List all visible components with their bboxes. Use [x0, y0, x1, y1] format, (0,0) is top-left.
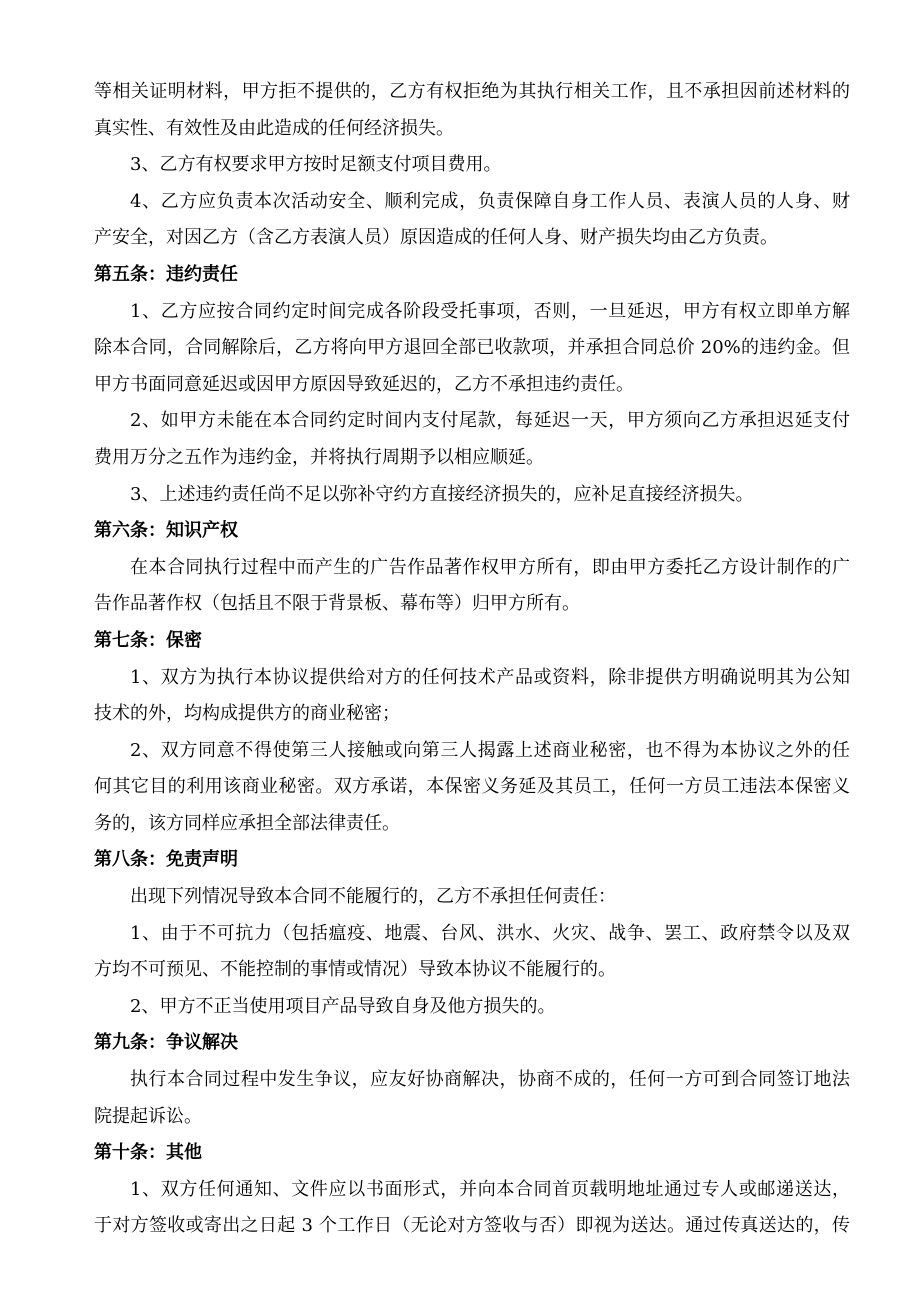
paragraph-line: 2、甲方不正当使用项目产品导致自身及他方损失的。	[130, 995, 556, 1017]
paragraph-line: 2、如甲方未能在本合同约定时间内支付尾款，每延迟一天，甲方须向乙方承担迟延支付	[130, 410, 850, 432]
paragraph-line: 在本合同执行过程中而产生的广告作品著作权甲方所有，即由甲方委托乙方设计制作的广	[130, 556, 850, 578]
section-heading: 第九条：争议解决	[94, 1032, 238, 1054]
paragraph-line: 告作品著作权（包括且不限于背景板、幕布等）归甲方所有。	[94, 593, 580, 615]
paragraph-line: 1、由于不可抗力（包括瘟疫、地震、台风、洪水、火灾、战争、罢工、政府禁令以及双	[130, 922, 850, 944]
paragraph-line: 1、乙方应按合同约定时间完成各阶段受托事项，否则，一旦延迟，甲方有权立即单方解	[130, 300, 850, 322]
paragraph-line: 4、乙方应负责本次活动安全、顺利完成，负责保障自身工作人员、表演人员的人身、财	[130, 190, 850, 212]
paragraph-line: 院提起诉讼。	[94, 1105, 202, 1127]
paragraph-line: 出现下列情况导致本合同不能履行的，乙方不承担任何责任：	[130, 886, 616, 908]
paragraph-line: 执行本合同过程中发生争议，应友好协商解决，协商不成的，任何一方可到合同签订地法	[130, 1069, 850, 1091]
paragraph-line: 除本合同，合同解除后，乙方将向甲方退回全部已收款项，并承担合同总价 20%的违约金。但	[94, 337, 850, 359]
paragraph-line: 何其它目的利用该商业秘密。双方承诺，本保密义务延及其员工，任何一方员工违法本保密义	[94, 776, 850, 798]
paragraph-line: 1、双方为执行本协议提供给对方的任何技术产品或资料，除非提供方明确说明其为公知	[130, 666, 850, 688]
paragraph-line: 等相关证明材料，甲方拒不提供的，乙方有权拒绝为其执行相关工作，且不承担因前述材料的	[94, 81, 850, 102]
section-heading: 第六条：知识产权	[94, 520, 238, 542]
paragraph-line: 真实性、有效性及由此造成的任何经济损失。	[94, 117, 454, 139]
paragraph-line: 费用万分之五作为违约金，并将执行周期予以相应顺延。	[94, 446, 544, 468]
paragraph-line: 3、上述违约责任尚不足以弥补守约方直接经济损失的，应补足直接经济损失。	[130, 483, 754, 505]
paragraph-line: 2、双方同意不得使第三人接触或向第三人揭露上述商业秘密，也不得为本协议之外的任	[130, 739, 850, 761]
paragraph-line: 3、乙方有权要求甲方按时足额支付项目费用。	[130, 154, 502, 176]
section-heading: 第十条：其他	[94, 1142, 202, 1164]
paragraph-line: 甲方书面同意延迟或因甲方原因导致延迟的，乙方不承担违约责任。	[94, 373, 634, 395]
paragraph-line: 方均不可预见、不能控制的事情或情况）导致本协议不能履行的。	[94, 959, 616, 981]
paragraph-line: 技术的外，均构成提供方的商业秘密；	[94, 703, 400, 725]
section-heading: 第五条：违约责任	[94, 263, 238, 285]
paragraph-line: 于对方签收或寄出之日起 3 个工作日（无论对方签收与否）即视为送达。通过传真送达的，传	[94, 1215, 850, 1237]
paragraph-line: 务的，该方同样应承担全部法律责任。	[94, 812, 400, 834]
section-heading: 第七条：保密	[94, 629, 202, 651]
paragraph-line: 1、双方任何通知、文件应以书面形式，并向本合同首页载明地址通过专人或邮递送达，	[130, 1178, 850, 1200]
section-heading: 第八条：免责声明	[94, 849, 238, 871]
paragraph-line: 产安全，对因乙方（含乙方表演人员）原因造成的任何人身、财产损失均由乙方负责。	[94, 227, 778, 249]
